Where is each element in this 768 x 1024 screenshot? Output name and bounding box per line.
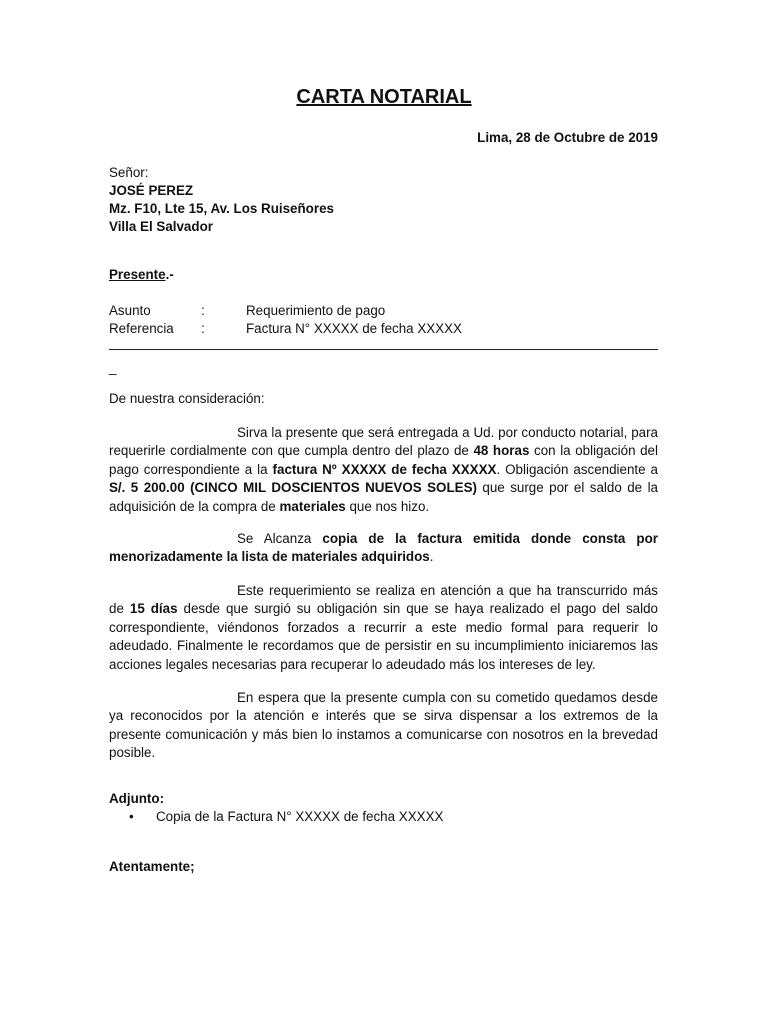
recipient-address: Mz. F10, Lte 15, Av. Los Ruiseñores (109, 201, 334, 216)
p2-copy-note: copia de la factura emitida donde consta por menorizadamente la lista de materiales adquiridos (109, 531, 658, 565)
paragraph-4 (109, 689, 658, 763)
asunto-colon: : (201, 303, 205, 318)
referencia-colon: : (201, 321, 205, 336)
greeting-text: De nuestra consideración: (109, 391, 265, 406)
attachments-block (109, 790, 658, 826)
document-title: CARTA NOTARIAL (296, 86, 472, 108)
bullet-icon: • (129, 809, 134, 824)
referencia-value: Factura N° XXXXX de fecha XXXXX (246, 321, 462, 336)
asunto-row (109, 302, 658, 320)
recipient-district: Villa El Salvador (109, 219, 213, 234)
p1-text-a: Sirva la presente que será entregada a Ud. por conducto notarial, para requerirle cordialmente con que cumpla dentro del plazo de (109, 425, 658, 459)
paragraph-1 (109, 424, 658, 516)
referencia-row (109, 320, 658, 338)
p2-text-a: Se Alcanza (237, 531, 323, 546)
p1-deadline: 48 horas (473, 443, 530, 459)
referencia-label: Referencia (109, 321, 174, 336)
p3-text-a: Este requerimiento se realiza en atención a que ha transcurrido más de (109, 583, 658, 617)
p3-text-c: desde que surgió su obligación sin que se haya realizado el pago del saldo correspondiente, viéndonos forzados a recurrir a este medio formal para requerir lo adeudado. Finalmente le recordamos que de persistir en su incumplimiento iniciaremos las acciones legales necesarias para recuperar lo adeudado más los intereses de ley. (109, 601, 658, 672)
p1-text-g: que surge por el saldo de la adquisición de la compra de (109, 480, 658, 514)
p4-text: En espera que la presente cumpla con su cometido quedamos desde ya reconocidos por la atención e interés que se sirva dispensar a los extremos de la presente comunicación y más bien lo instamos a comunicarse con nosotros en la brevedad posible. (109, 690, 658, 761)
p1-text-c: con la obligación del pago correspondiente a la (109, 443, 658, 477)
p2-text-c: . (429, 549, 434, 565)
p3-days: 15 días (129, 601, 178, 617)
p1-amount: S/. 5 200.00 (CINCO MIL DOSCIENTOS NUEVOS SOLES) (109, 480, 477, 496)
p1-materials: materiales (279, 498, 346, 514)
paragraph-2 (109, 530, 658, 567)
salutation: Señor: (109, 165, 149, 180)
recipient-name: JOSÉ PEREZ (109, 183, 194, 198)
closing-text: Atentamente; (109, 859, 195, 874)
letter-date: Lima, 28 de Octubre de 2019 (477, 130, 658, 145)
attachments-label: Adjunto: (109, 791, 165, 806)
subject-block (109, 302, 658, 338)
separator-tail: _ (109, 360, 117, 375)
separator-rule (109, 349, 658, 350)
paragraph-3 (109, 582, 658, 674)
attachment-item: Copia de la Factura N° XXXXX de fecha XXXXX (156, 809, 444, 824)
recipient-block (109, 164, 658, 236)
p1-text-i: que nos hizo. (345, 498, 430, 514)
presente-line (109, 266, 658, 284)
p1-text-e: . Obligación ascendiente a (496, 461, 658, 477)
closing-block (109, 858, 658, 876)
list-item (109, 808, 658, 826)
presente-word: Presente (109, 267, 166, 282)
presente-suffix: .- (165, 267, 174, 282)
p1-invoice: factura Nº XXXXX de fecha XXXXX (272, 461, 497, 477)
asunto-value: Requerimiento de pago (246, 303, 386, 318)
asunto-label: Asunto (109, 303, 151, 318)
greeting (109, 390, 658, 408)
